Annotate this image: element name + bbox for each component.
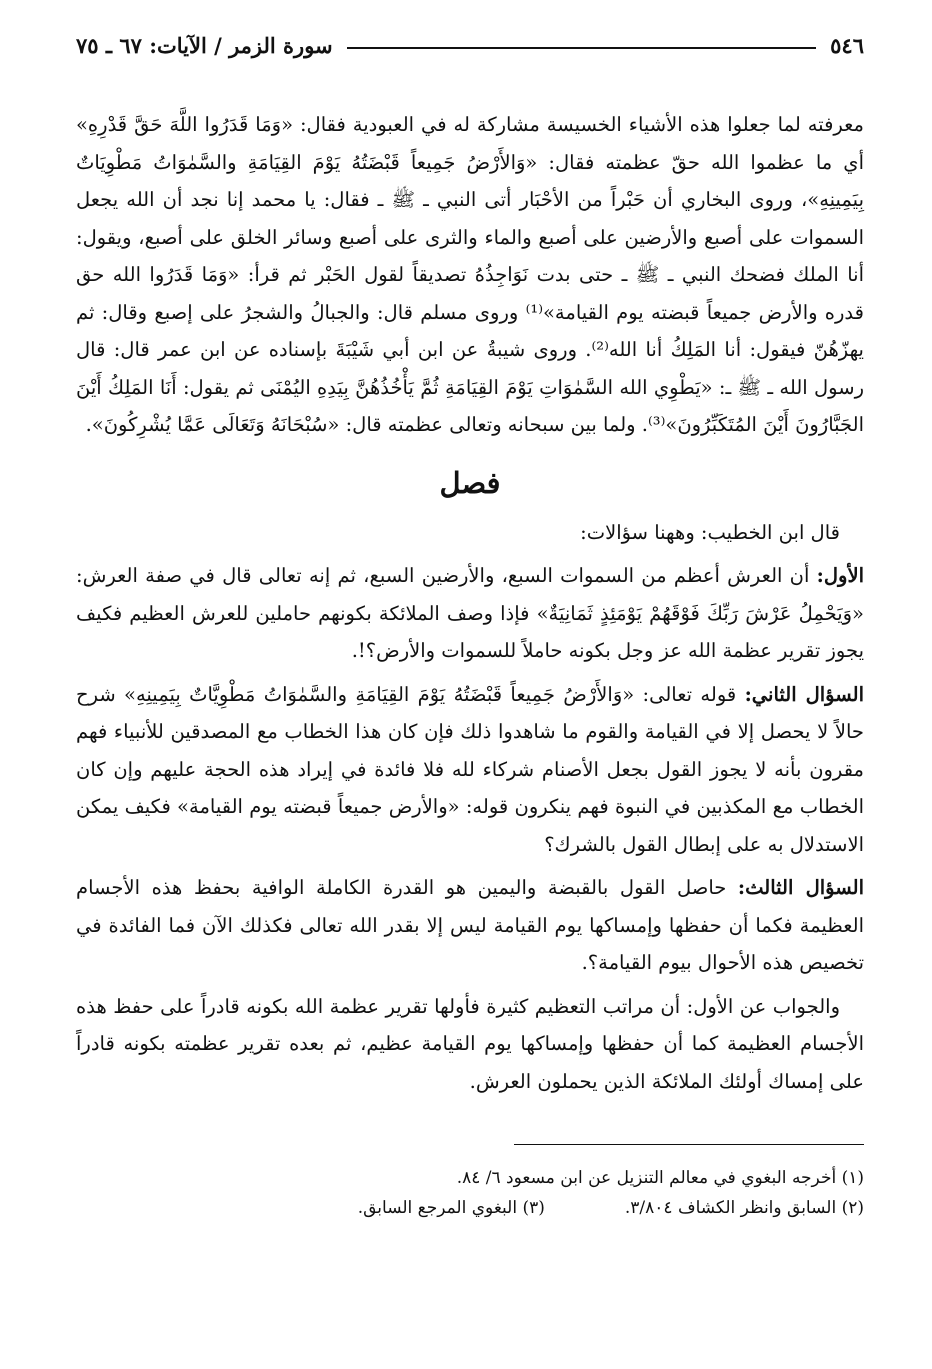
- header-rule: [347, 47, 817, 49]
- question-second-text: قوله تعالى: «وَالأَرْضُ جَمِيعاً قَبْضَتُهُ يَوْمَ القِيَامَةِ والسَّمٰوَاتُ مَطْوِيَّاتٌ بِيَمِينِهِ» شرح حالاً لا يحصل إلا في القيامة والقوم ما شاهدوا ذلك فإن كان هذا الخطاب مع المصدقين للأنبياء فهم مقرون بأنه لا يجوز القول بجعل الأصنام شركاء لله فلا فائدة في إيراد هذه الحجة عليهم وإن كان الخطاب مع المكذبين في النبوة فهم ينكرون قوله: «والأرض جميعاً قبضته يوم القيامة» فكيف يمكن الاستدلال به على إبطال القول بالشرك؟: [76, 682, 864, 856]
- body-text: [76, 106, 864, 1100]
- answer-paragraph: والجواب عن الأول: أن مراتب التعظيم كثيرة فأولها تقرير عظمة الله بكونه قادراً على حفظ هذه الأجسام العظيمة كما أن حفظها وإمساكها يوم القيامة عظيم، ثم بعده تقرير عظمته بكونه قادراً على إمساك أولئك الملائكة الذين يحملون العرش.: [76, 994, 864, 1093]
- question-first: [76, 557, 864, 670]
- question-second: [76, 676, 864, 864]
- section-heading: فصل: [439, 465, 501, 500]
- question-second-lead: السؤال الثاني:: [744, 682, 864, 706]
- footnote-1: (١) أخرجه البغوي في معالم التنزيل عن ابن مسعود ٦/ ٨٤.: [456, 1168, 864, 1188]
- running-header: [76, 28, 864, 62]
- question-third: [76, 869, 864, 982]
- question-first-lead: الأول:: [816, 564, 864, 587]
- footnote-3: (٣) البغوي المرجع السابق.: [357, 1198, 545, 1218]
- opening-paragraph: معرفته لما جعلوا هذه الأشياء الخسيسة مشاركة له في العبودية فقال: «وَمَا قَدَرُوا اللَّهَ حَقَّ قَدْرِهِ» أي ما عظموا الله حقّ عظمته فقال: «وَالأَرْضُ جَمِيعاً قَبْضَتُهُ يَوْمَ القِيَامَةِ والسَّمٰوَاتُ مَطْوِيَاتٌ بِيَمِينِهِ»، وروى البخاري أن حَبْراً من الأحْبَار أتى النبي ـ ﷺ ـ فقال: يا محمد إنا نجد أن الله يجعل السموات على أصبع والأرضين على أصبع والماء والثرى على أصبع وسائر الخلق على أصبع، ويقول: أنا الملك فضحك النبي ـ ﷺ ـ حتى بدت نَوَاجِذُهُ تصديقاً لقول الحَبْر ثم قرأ: «وَمَا قَدَرُوا الله حق قدره والأرض جميعاً قبضته يوم القيامة»⁽¹⁾ وروى مسلم قال: والجبالُ والشجرُ على إصبع وقال: ثم يهزّهُنّ فيقول: أنا المَلِكُ أنا الله⁽²⁾. وروى شيبةُ عن ابن أبي شَيْبَةَ بإسناده عن ابن عمر قال: قال رسول الله ـ ﷺ ـ: «يَطْوِي الله السَّمٰوَاتِ يَوْمَ القِيَامَةِ ثُمَّ يَأْخُذُهُنَّ بِيَدِهِ اليُمْنَى ثم يقول: أَنَا المَلِكُ أَيْنَ الجَبَّارُونَ أَيْنَ المُتَكَبِّرُونَ»⁽³⁾. ولما بين سبحانه وتعالى عظمته قال: «سُبْحَانَهُ وَتَعَالَى عَمَّا يُشْرِكُونَ».: [76, 113, 864, 436]
- question-first-text: أن العرش أعظم من السموات السبع، والأرضين السبع، ثم إنه تعالى قال في صفة العرش: «وَيَحْمِلُ عَرْشَ رَبِّكَ فَوْقَهُمْ يَوْمَئِذٍ ثَمَانِيَةٌ» فإذا وصف الملائكة بكونهم حاملين للعرش العظيم فكيف يجوز تقرير عظمة الله عز وجل بكونه حاملاً للسموات والأرض؟!.: [76, 564, 864, 662]
- footnotes: [76, 1163, 864, 1223]
- question-third-text: حاصل القول بالقبضة واليمين هو القدرة الكاملة الوافية بحفظ هذه الأجسام العظيمة فكما أن حفظها وإمساكها يوم القيامة ليس إلا بقدر الله تعالى فكذلك الآن فما الفائدة في تخصيص هذه الأحوال بيوم القيامة؟.: [76, 876, 864, 974]
- intro-line: قال ابن الخطيب: وههنا سؤالات:: [580, 520, 840, 544]
- question-third-lead: السؤال الثالث:: [737, 876, 864, 899]
- footnote-row: [76, 1193, 864, 1223]
- page-number: ٥٤٦: [830, 32, 864, 58]
- footnote-2: (٢) السابق وانظر الكشاف ٣/٨٠٤.: [624, 1198, 864, 1218]
- footnote-separator: [514, 1144, 864, 1145]
- running-title: سورة الزمر / الآيات: ٦٧ ـ ٧٥: [76, 32, 333, 58]
